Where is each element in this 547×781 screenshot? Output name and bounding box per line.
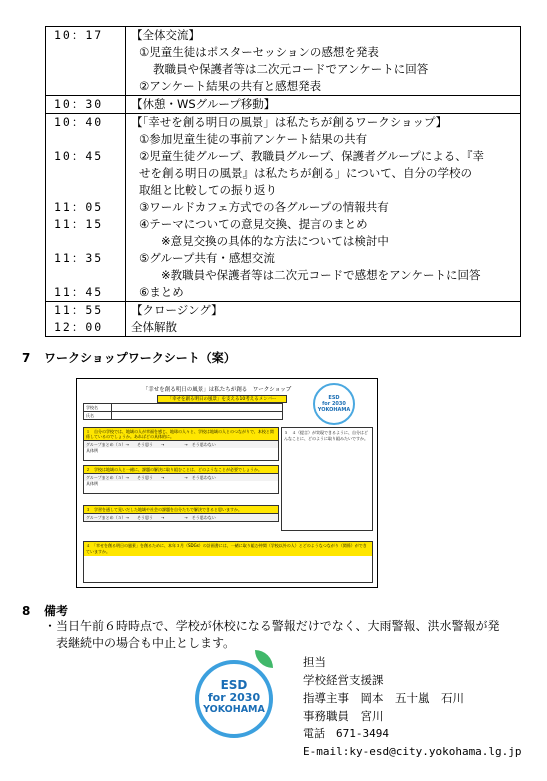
worksheet-subtitle: 「幸せを創る明日の風景」を支える10考えるメンバー (157, 395, 287, 403)
schedule-line: 【休憩・WSグループ移動】 (131, 97, 276, 111)
time-label: 11：55 (54, 303, 104, 317)
schedule-line: ②アンケート結果の共有と感想発表 (139, 79, 322, 93)
content-cell (126, 114, 521, 302)
proposal-text: ５ ４（提言）が実現できるように、自分はどんなことに、どのように取り組みたいですか。 (284, 430, 368, 441)
contact-staff: 事務職員 宮川 (303, 709, 384, 723)
schedule-line: ⑥まとめ (139, 285, 184, 299)
esd-logo (195, 660, 273, 738)
time-label: 10：40 (54, 115, 104, 129)
schedule-line: 全体解散 (131, 320, 177, 334)
schedule-line: 【「幸せを創る明日の風景」は私たちが創るワークショップ】 (131, 115, 448, 129)
schedule-line: ※教職員や保護者等は二次元コードで感想をアンケートに回答 (161, 268, 481, 282)
worksheet-name-box (83, 403, 283, 420)
section-number: 7 (22, 351, 31, 365)
contact-label: 担当 (303, 655, 326, 669)
school-name-label: 学校名 (84, 404, 112, 412)
answer-area (84, 448, 278, 460)
logo-text: ESD (220, 678, 248, 692)
contact-staff: 指導主事 岡本 五十嵐 石川 (303, 691, 464, 705)
question-text: １ 自分の学校では、地域の人が幸福を感じ、地球の人々と、学校は地域の人とのつながりで、本校と関係しているのでしょうか。あればどの具体的に。 (84, 428, 278, 440)
time-label: 11：35 (54, 251, 104, 265)
section-7-heading (22, 349, 236, 366)
section-8-heading (22, 602, 68, 619)
name-label: 氏名 (84, 412, 112, 420)
schedule-line: ①参加児童生徒の事前アンケート結果の共有 (139, 132, 368, 146)
schedule-row (46, 96, 521, 114)
time-label: 10：17 (54, 28, 104, 42)
question-text: ３ 学習を通して見いだした地域や社会の課題を自分たちで解決できると思いますか。 (84, 506, 278, 513)
worksheet-question-4 (83, 541, 373, 583)
worksheet-preview (76, 378, 378, 588)
schedule-line: ⑤グループ共有・感想交流 (139, 251, 275, 265)
question-scale: グループまとめ（５）→ そう思う → → そう思わない (84, 473, 278, 481)
logo-leaf-icon (255, 650, 273, 668)
schedule-row (46, 27, 521, 96)
logo-text: for 2030 (207, 691, 261, 704)
content-cell (126, 27, 521, 96)
time-cell (46, 96, 126, 114)
schedule-line: 教職員や保護者等は二次元コードでアンケートに回答 (153, 62, 429, 76)
schedule-line: せを創る明日の風景』は私たちが創る」について、自分の学校の (139, 166, 473, 180)
schedule-line: ※意見交換の具体的な方法については検討中 (161, 234, 389, 248)
answer-area (84, 481, 278, 493)
schedule-line: 【全体交流】 (131, 28, 200, 42)
example-label: 具体例 (86, 448, 98, 453)
schedule-line: ③ワールドカフェ方式での各グループの情報共有 (139, 200, 389, 214)
content-cell (126, 302, 521, 337)
schedule-row (46, 302, 521, 337)
schedule-line: ④テーマについての意見交換、提言のまとめ (139, 217, 368, 231)
contact-phone: 電話 671-3494 (303, 727, 389, 740)
remark-line: ・当日午前６時時点で、学校が休校になる警報だけでなく、大雨警報、洪水警報が発 (44, 619, 500, 633)
contact-block (303, 653, 522, 761)
schedule-line: ①児童生徒はポスターセッションの感想を発表 (139, 45, 379, 59)
worksheet-proposal-box (281, 427, 373, 531)
time-cell (46, 302, 126, 337)
worksheet-logo-text: ESD (328, 395, 340, 401)
schedule-table (45, 26, 521, 337)
logo-text: YOKOHAMA (203, 704, 265, 715)
worksheet-question-1 (83, 427, 279, 461)
worksheet-logo-text: YOKOHAMA (317, 407, 351, 413)
remark-line: 表継続中の場合も中止とします。 (56, 636, 236, 650)
question-scale: グループまとめ（５）→ そう思う → → そう思わない (84, 513, 278, 521)
contact-email[interactable]: E-mail:ky-esd@city.yokohama.lg.jp (303, 745, 522, 758)
content-cell (126, 96, 521, 114)
section-number: 8 (22, 604, 31, 618)
contact-department: 学校経営支援課 (303, 673, 384, 687)
section-title: 備考 (44, 604, 69, 618)
schedule-line: 【クロージング】 (131, 303, 223, 317)
worksheet-question-2 (83, 465, 279, 494)
question-text: ２ 学校は地域の人と一緒に、課題の解決に取り組むことは、どのようなことが必要でしょうか。 (84, 466, 278, 473)
remarks (44, 618, 534, 652)
time-label: 12：00 (54, 320, 104, 334)
time-label: 10：30 (54, 97, 104, 111)
question-scale: グループまとめ（５）→ そう思う → → そう思わない (84, 440, 278, 448)
time-label: 11：45 (54, 285, 104, 299)
worksheet-title: 「幸せを創る明日の風景」は私たちが創る ワークショップ (142, 387, 292, 393)
time-label: 11：05 (54, 200, 104, 214)
schedule-line: 取組と比較しての振り返り (139, 183, 277, 197)
question-text: ４ 「幸せを創る明日の風景」を創るために、本年３月（SDGs）の計画書には、一緒に取り組む仲間（学校以外の人）とどのようなつながり（関係）ができていますか。 (84, 542, 372, 556)
time-label: 10：45 (54, 149, 104, 163)
section-title: ワークショップワークシート（案） (44, 351, 236, 365)
worksheet-question-3 (83, 505, 279, 522)
time-label: 11：15 (54, 217, 104, 231)
time-cell (46, 114, 126, 302)
time-cell (46, 27, 126, 96)
schedule-row (46, 114, 521, 302)
worksheet-logo (313, 383, 355, 425)
example-label: 具体例 (86, 481, 98, 486)
worksheet-logo-text: for 2030 (322, 401, 346, 407)
schedule-line: ②児童生徒グループ、教職員グループ、保護者グループによる、『幸 (139, 149, 484, 163)
